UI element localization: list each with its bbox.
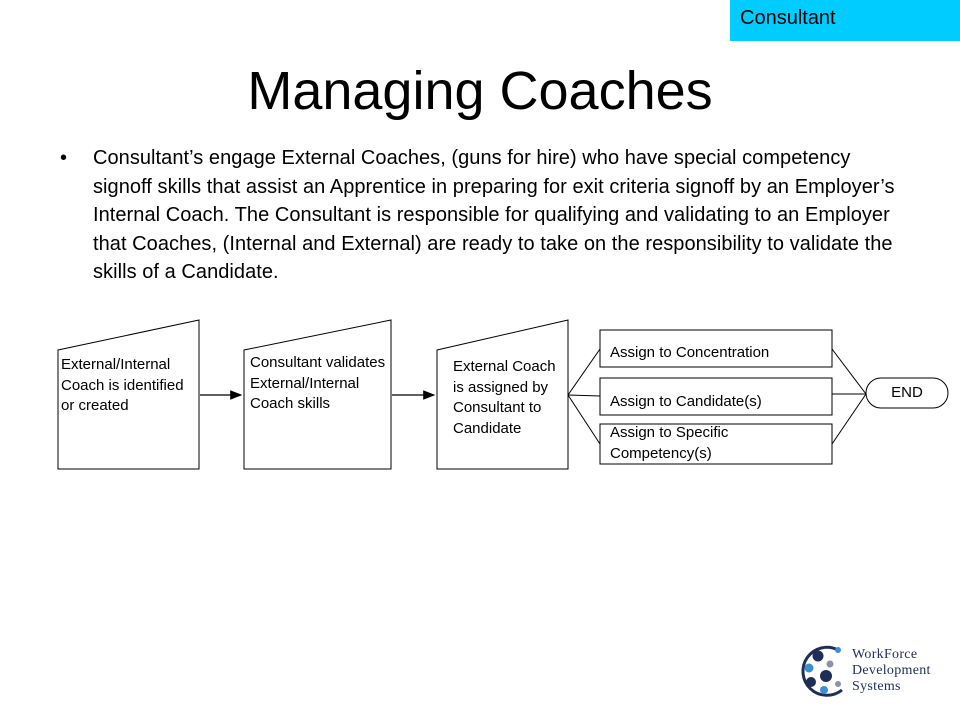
step2-label: Consultant validates External/Internal Coach skills	[250, 354, 386, 412]
connector-option1-end	[832, 349, 866, 394]
step3-label: External Coach is assigned by Consultant to Candidate	[453, 358, 556, 437]
end-label: END	[891, 384, 923, 401]
connector-to-option1	[568, 349, 600, 395]
logo-line3: Systems	[852, 679, 901, 694]
option2-label: Assign to Candidate(s)	[610, 393, 762, 410]
option1-label: Assign to Concentration	[610, 344, 770, 361]
connector-to-option3	[568, 395, 600, 444]
role-tag: Consultant	[730, 0, 960, 41]
connector-to-option2	[568, 395, 600, 396]
bullet-text: Consultant’s engage External Coaches, (guns for hire) who have special competency signoff skills that assist an Apprentice in preparing for exit criteria signoff by an Employer’s Internal Coach. The Consultant is responsible for qualifying and validating to an Employer that Coaches, (Internal and External) are ready to take on the responsibility to validate the skills of a Candidate.	[93, 147, 895, 284]
slide-title: Managing Coaches	[247, 61, 713, 121]
connector-option3-end	[832, 394, 866, 444]
logo-line2: Development	[852, 663, 931, 678]
option3-label: Assign to Specific Competency(s)	[610, 424, 729, 462]
logo-line1: WorkForce	[852, 647, 918, 662]
workforce-logo-mark-icon	[803, 647, 842, 695]
step1-label: External/Internal Coach is identified or created	[61, 356, 184, 414]
bullet-marker: •	[60, 147, 68, 169]
